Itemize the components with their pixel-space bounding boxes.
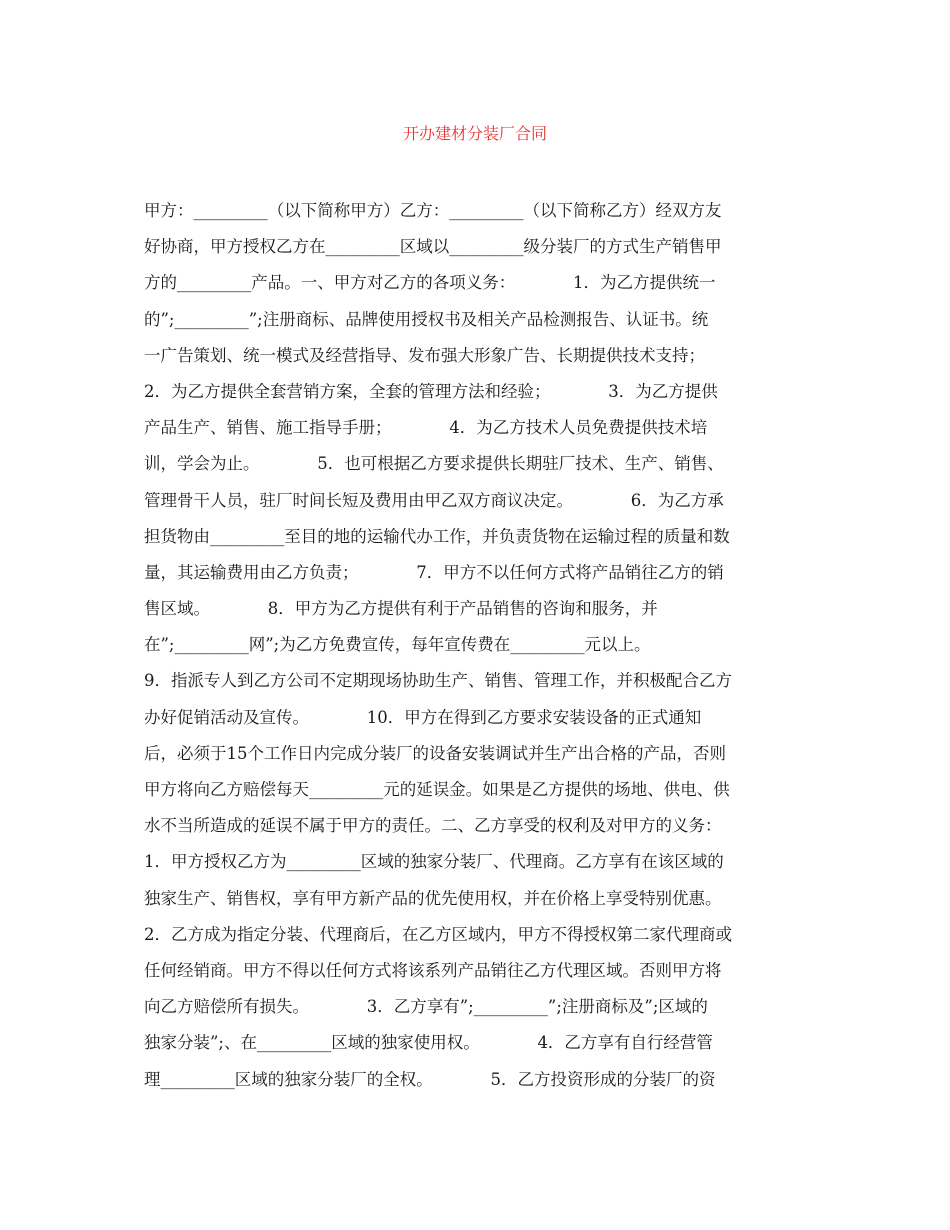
- body-text-line: 方的_________产品。一、甲方对乙方的各项义务： 1．为乙方提供统一: [144, 273, 716, 293]
- body-text-line: 在”;_________网”;为乙方免费宣传，每年宣传费在_________元以上。: [144, 635, 651, 655]
- body-text-line: 2．为乙方提供全套营销方案，全套的管理方法和经验； 3．为乙方提供: [144, 381, 718, 401]
- body-text-line: 量，其运输费用由乙方负责； 7．甲方不以任何方式将产品销往乙方的销: [144, 562, 724, 582]
- body-text-line: 任何经销商。甲方不得以任何方式将该系列产品销往乙方代理区域。否则甲方将: [144, 960, 722, 980]
- body-text-line: 独家分装”;、在_________区域的独家使用权。 4．乙方享有自行经营管: [144, 1033, 713, 1053]
- body-text-line: 产品生产、销售、施工指导手册； 4．为乙方技术人员免费提供技术培: [144, 418, 708, 438]
- body-text-line: 售区域。 8．甲方为乙方提供有利于产品销售的咨询和服务，并: [144, 599, 658, 619]
- body-text-line: 后，必须于15个工作日内完成分装厂的设备安装调试并生产出合格的产品，否则: [144, 743, 726, 763]
- body-text-line: 管理骨干人员，驻厂时间长短及费用由甲乙双方商议决定。 6．为乙方承: [144, 490, 724, 510]
- body-text-line: 水不当所造成的延误不属于甲方的责任。二、乙方享受的权利及对甲方的义务：: [144, 816, 722, 836]
- body-text-line: 甲方：_________（以下简称甲方）乙方：_________（以下简称乙方）经双方友: [144, 201, 722, 220]
- body-text-line: 向乙方赔偿所有损失。 3．乙方享有”;_________”;注册商标及”;区域的: [144, 997, 708, 1017]
- body-text-line: 甲方将向乙方赔偿每天_________元的延误金。如果是乙方提供的场地、供电、供: [144, 780, 730, 799]
- body-text-line: 理_________区域的独家分装厂的全权。 5．乙方投资形成的分装厂的资: [144, 1069, 716, 1089]
- body-text-line: 一广告策划、统一模式及经营指导、发布强大形象广告、长期提供技术支持；: [144, 345, 705, 365]
- body-text-line: 训，学会为止。 5．也可根据乙方要求提供长期驻厂技术、生产、销售、: [144, 454, 724, 474]
- body-text-line: 办好促销活动及宣传。 10．甲方在得到乙方要求安装设备的正式通知: [144, 707, 702, 727]
- body-text-line: 的”;_________”;注册商标、品牌使用授权书及相关产品检测报告、认证书。统: [144, 309, 709, 329]
- body-text-line: 独家生产、销售权，享有甲方新产品的优先使用权，并在价格上享受特别优惠。: [144, 888, 722, 908]
- body-text-line: 9．指派专人到乙方公司不定期现场协助生产、销售、管理工作，并积极配合乙方: [144, 671, 732, 691]
- document-title: 开办建材分装厂合同: [402, 124, 547, 143]
- body-text-line: 2．乙方成为指定分装、代理商后，在乙方区域内，甲方不得授权第二家代理商或: [144, 924, 732, 944]
- body-text-line: 好协商，甲方授权乙方在_________区域以_________级分装厂的方式生产销售甲: [144, 237, 722, 257]
- body-text-line: 担货物由_________至目的地的运输代办工作，并负责货物在运输过程的质量和数: [144, 526, 730, 546]
- body-text-line: 1．甲方授权乙方为_________区域的独家分装厂、代理商。乙方享有在该区域的: [144, 852, 724, 872]
- contract-body: [144, 193, 814, 1098]
